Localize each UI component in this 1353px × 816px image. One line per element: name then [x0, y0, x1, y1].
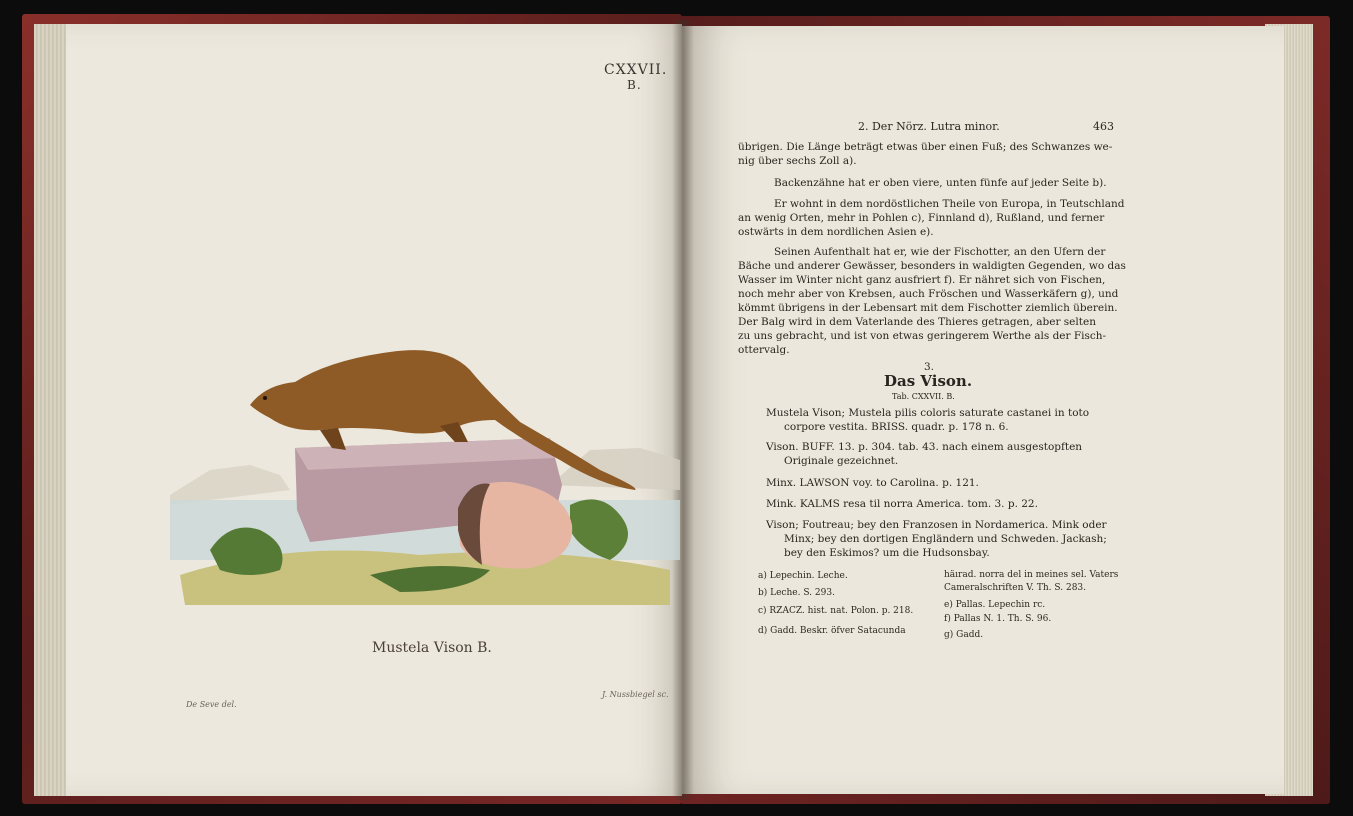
text-line: nig über sechs Zoll a).: [738, 155, 857, 167]
page-number: 463: [1093, 120, 1114, 133]
plate-number: CXXVII.: [604, 62, 668, 78]
mink-illustration: [170, 330, 680, 620]
section-number: 3.: [924, 361, 935, 373]
footnote: g) Gadd.: [944, 630, 984, 640]
text-line: Wasser im Winter nicht ganz ausfriert f). Er nähret sich von Fischen,: [738, 274, 1106, 286]
text-line: Backenzähne hat er oben viere, unten fünfe auf jeder Seite b).: [774, 177, 1107, 189]
plate-letter: B.: [627, 78, 642, 92]
synonym-line: corpore vestita. BRISS. quadr. p. 178 n. 6.: [784, 421, 1009, 433]
synonym-line: Minx. LAWSON voy. to Carolina. p. 121.: [766, 477, 979, 489]
text-line: kömmt übrigens in der Lebensart mit dem Fischotter ziemlich überein.: [738, 302, 1118, 314]
plate-caption: Mustela Vison B.: [372, 640, 492, 656]
synonym-line: Vison; Foutreau; bey den Franzosen in Nordamerica. Mink oder: [766, 519, 1107, 531]
footnote: a) Lepechin. Leche.: [758, 571, 848, 581]
section-tab-reference: Tab. CXXVII. B.: [892, 392, 955, 401]
text-line: Bäche und anderer Gewässer, besonders in waldigten Gegenden, wo das: [738, 260, 1126, 272]
text-line: noch mehr aber von Krebsen, auch Fröschen und Wasserkäfern g), und: [738, 288, 1119, 300]
synonym-line: Vison. BUFF. 13. p. 304. tab. 43. nach einem ausgestopften: [766, 441, 1083, 453]
text-line: Er wohnt in dem nordöstlichen Theile von Europa, in Teutschland: [774, 198, 1125, 210]
synonym-line: bey den Eskimos? um die Hudsonsbay.: [784, 547, 990, 559]
text-line: ostwärts in dem nordlichen Asien e).: [738, 226, 934, 238]
text-line: ottervalg.: [738, 344, 790, 356]
footnote: häırad. norra del in meines sel. Vaters: [944, 570, 1119, 580]
text-line: Der Balg wird in dem Vaterlande des Thieres getragen, aber selten: [738, 316, 1096, 328]
synonym-line: Minx; bey den dortigen Engländern und Schweden. Jackash;: [784, 533, 1107, 545]
footnote: e) Pallas. Lepechin rc.: [944, 600, 1046, 610]
synonym-line: Mustela Vison; Mustela pilis coloris saturate castanei in toto: [766, 407, 1090, 419]
footnote: Cameralschriften V. Th. S. 283.: [944, 583, 1087, 593]
running-header: 2. Der Nörz. Lutra minor.: [858, 120, 1000, 133]
credit-engraver: J. Nussbiegel sc.: [602, 690, 669, 699]
text-line: an wenig Orten, mehr in Pohlen c), Finnland d), Rußland, und ferner: [738, 212, 1105, 224]
footnote: f) Pallas N. 1. Th. S. 96.: [944, 614, 1052, 624]
text-line: übrigen. Die Länge beträgt etwas über einen Fuß; des Schwanzes we-: [738, 141, 1113, 153]
synonym-line: Mink. KALMS resa til norra America. tom. 3. p. 22.: [766, 498, 1038, 510]
text-line: Seinen Aufenthalt hat er, wie der Fischotter, an den Ufern der: [774, 246, 1106, 258]
synonym-line: Originale gezeichnet.: [784, 455, 899, 467]
footnote: c) RZACZ. hist. nat. Polon. p. 218.: [758, 606, 914, 616]
section-title: Das Vison.: [884, 372, 973, 390]
footnote: d) Gadd. Beskr. öfver Satacunda: [758, 626, 906, 636]
text-line: zu uns gebracht, und ist von etwas geringerem Werthe als der Fisch-: [738, 330, 1107, 342]
credit-artist: De Seve del.: [186, 700, 237, 709]
footnote: b) Leche. S. 293.: [758, 588, 835, 598]
